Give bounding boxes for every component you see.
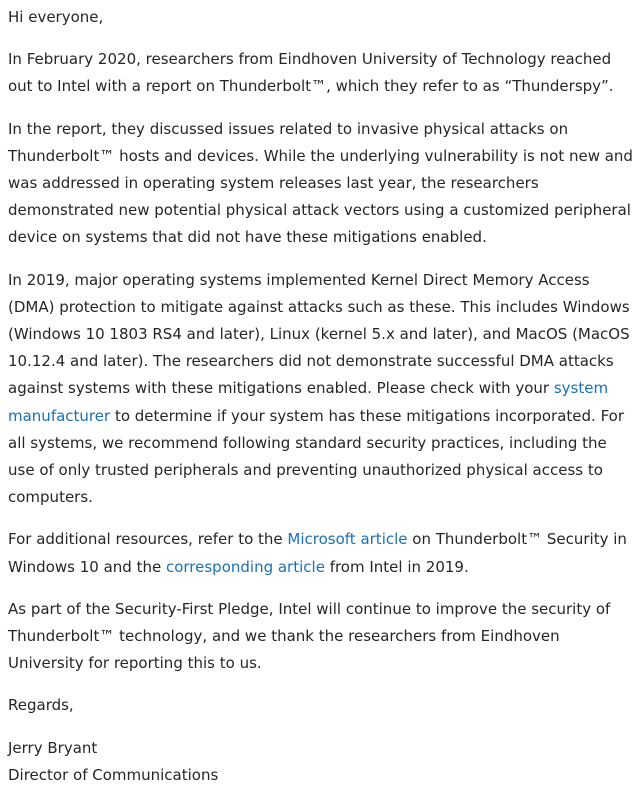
resources-text-2: on Thunderbolt™ Security in Windows 10 and the bbox=[8, 530, 627, 576]
paragraph-resources bbox=[8, 526, 634, 580]
signature-name: Jerry Bryant bbox=[8, 738, 98, 757]
paragraph-report: In the report, they discussed issues related to invasive physical attacks on Thunderbolt™ hosts and devices. While the underlying vulnerability is not new and was addressed in operating system releases last year, the researchers demonstrated new potential physical attack vectors using a customized peripheral device on systems that did not have these mitigations enabled. bbox=[8, 119, 633, 247]
signature-block bbox=[8, 735, 634, 789]
resources-text-1: For additional resources, refer to the bbox=[8, 530, 288, 549]
resources-text-3: from Intel in 2019. bbox=[324, 557, 469, 576]
dma-text-after: to determine if your system has these mitigations incorporated. For all systems, we recommend following standard security practices, including the use of only trusted peripherals and preventing unauthorized physical access to computers. bbox=[8, 406, 625, 507]
dma-text-before: In 2019, major operating systems implemented Kernel Direct Memory Access (DMA) protection to mitigate against attacks such as these. This includes Windows (Windows 10 1803 RS4 and later), Linux (kernel 5.x and later), and MacOS (MacOS 10.12.4 and later). The researchers did not demonstrate successful DMA attacks against systems with these mitigations enabled. Please check with your bbox=[8, 270, 630, 398]
corresponding-article-link[interactable]: corresponding article bbox=[165, 557, 325, 576]
paragraph-pledge: As part of the Security-First Pledge, Intel will continue to improve the security of Thunderbolt™ technology, and we thank the researchers from Eindhoven University for reporting this to us. bbox=[8, 599, 611, 673]
paragraph-intro: In February 2020, researchers from Eindhoven University of Technology reached out to Intel with a report on Thunderbolt™, which they refer to as “Thunderspy”. bbox=[8, 50, 614, 96]
greeting: Hi everyone, bbox=[8, 8, 104, 26]
signature-title: Director of Communications bbox=[8, 765, 219, 784]
closing: Regards, bbox=[8, 696, 74, 715]
system-manufacturer-link[interactable]: system manufacturer bbox=[8, 379, 609, 425]
paragraph-dma-protection bbox=[8, 267, 634, 512]
microsoft-article-link[interactable]: Microsoft article bbox=[287, 530, 408, 549]
